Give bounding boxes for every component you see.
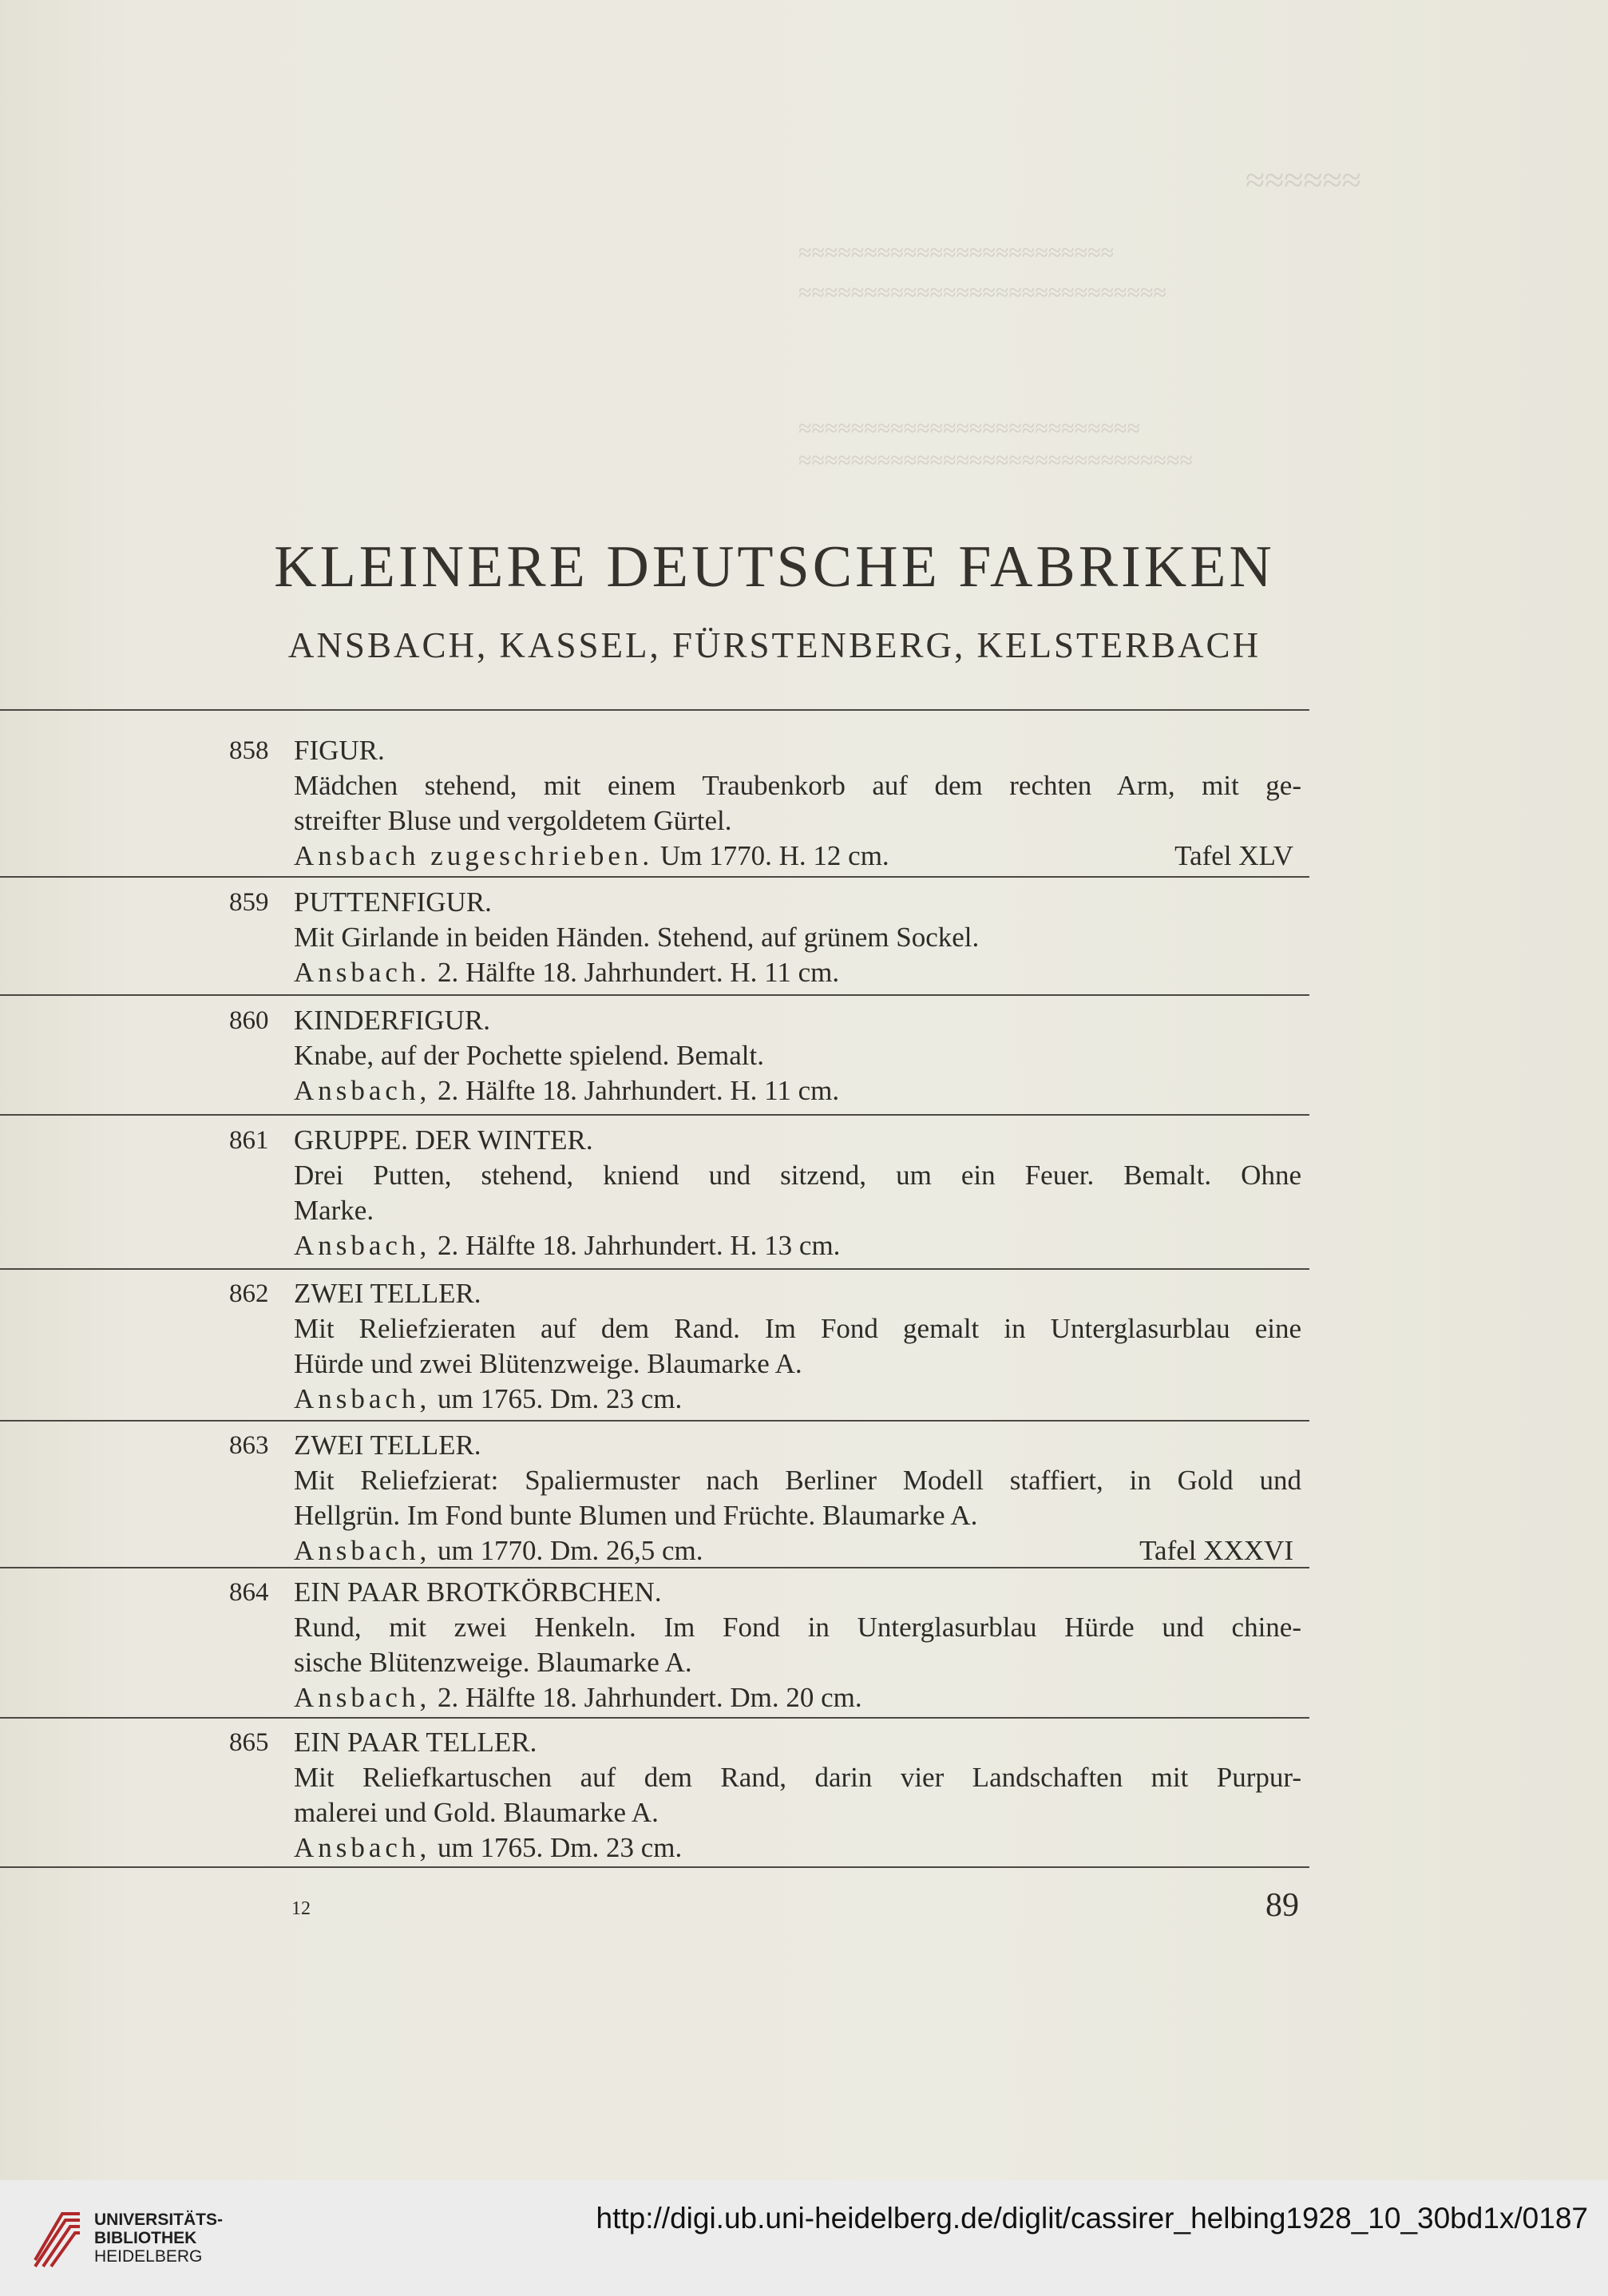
- divider: [0, 876, 1309, 878]
- entry-detail: 2. Hälfte 18. Jahrhundert. Dm. 20 cm.: [437, 1682, 862, 1713]
- entry-detail: um 1765. Dm. 23 cm.: [437, 1832, 683, 1863]
- entry-detail: um 1770. Dm. 26,5 cm.: [437, 1535, 703, 1566]
- entry-description: Mit Reliefzierat: Spaliermuster nach Berliner Modell staffiert, in Gold und: [294, 1465, 1301, 1496]
- page-number: 89: [1265, 1887, 1299, 1924]
- entry-description: Marke.: [294, 1195, 374, 1226]
- divider: [0, 1567, 1309, 1568]
- logo-line: HEIDELBERG: [94, 2247, 203, 2266]
- entry-origin: Ansbach,: [294, 1535, 431, 1566]
- entry-origin: Ansbach,: [294, 1383, 431, 1414]
- library-logo-icon: [30, 2204, 86, 2271]
- page-subtitle: ANSBACH, KASSEL, FÜRSTENBERG, KELSTERBACH: [287, 625, 1261, 665]
- entry-detail: 2. Hälfte 18. Jahrhundert. H. 11 cm.: [437, 1075, 840, 1106]
- entry-description: Drei Putten, stehend, kniend und sitzend, um ein Feuer. Bemalt. Ohne: [294, 1160, 1301, 1191]
- show-through-text: ≈≈≈≈≈≈: [1246, 161, 1361, 200]
- entry-description: Mit Reliefzieraten auf dem Rand. Im Fond gemalt in Unterglasurblau eine: [294, 1313, 1301, 1344]
- entry-title: PUTTENFIGUR.: [294, 886, 492, 918]
- entry-title: FIGUR.: [294, 735, 385, 766]
- entry-origin: Ansbach,: [294, 1230, 431, 1261]
- entry-title: EIN PAAR BROTKÖRBCHEN.: [294, 1576, 662, 1608]
- lot-number: 860: [229, 1006, 269, 1035]
- entry-origin: Ansbach,: [294, 1682, 431, 1713]
- show-through-text: ≈≈≈≈≈≈≈≈≈≈≈≈≈≈≈≈≈≈≈≈≈≈≈≈≈≈≈≈: [798, 280, 1167, 306]
- entry-title: KINDERFIGUR.: [294, 1005, 490, 1036]
- library-logo-text: [94, 2211, 223, 2266]
- entry-origin: Ansbach.: [294, 957, 431, 988]
- divider: [0, 709, 1309, 711]
- entry-detail: Um 1770. H. 12 cm.: [659, 840, 889, 871]
- entry-description: malerei und Gold. Blaumarke A.: [294, 1797, 659, 1828]
- entry-title: ZWEI TELLER.: [294, 1430, 481, 1461]
- entry-title: EIN PAAR TELLER.: [294, 1727, 537, 1758]
- plate-reference: Tafel XLV: [1174, 840, 1293, 871]
- divider: [0, 1717, 1309, 1719]
- show-through-text: ≈≈≈≈≈≈≈≈≈≈≈≈≈≈≈≈≈≈≈≈≈≈≈≈≈≈≈≈≈≈: [798, 447, 1193, 474]
- lot-number: 858: [229, 736, 269, 765]
- document-url-link[interactable]: http://digi.ub.uni-heidelberg.de/diglit/cassirer_helbing1928_10_30bd1x/0187: [596, 2202, 1588, 2235]
- plate-reference: Tafel XXXVI: [1139, 1535, 1293, 1566]
- divider: [0, 1114, 1309, 1116]
- lot-number: 862: [229, 1279, 269, 1308]
- library-footer-bar: [0, 2180, 1608, 2296]
- entry-description: Rund, mit zwei Henkeln. Im Fond in Unterglasurblau Hürde und chine-: [294, 1612, 1301, 1643]
- entry-detail: 2. Hälfte 18. Jahrhundert. H. 11 cm.: [437, 957, 840, 988]
- logo-line: UNIVERSITÄTS-: [94, 2211, 224, 2229]
- entry-origin: Ansbach,: [294, 1075, 431, 1106]
- show-through-text: ≈≈≈≈≈≈≈≈≈≈≈≈≈≈≈≈≈≈≈≈≈≈≈≈≈≈: [798, 415, 1141, 442]
- lot-number: 861: [229, 1126, 269, 1155]
- lot-number: 863: [229, 1431, 269, 1460]
- entry-detail: um 1765. Dm. 23 cm.: [437, 1383, 683, 1414]
- entry-description: streifter Bluse und vergoldetem Gürtel.: [294, 805, 732, 836]
- lot-number: 859: [229, 888, 269, 917]
- lot-number: 865: [229, 1728, 269, 1757]
- entry-origin: Ansbach,: [294, 1832, 431, 1863]
- entry-detail: 2. Hälfte 18. Jahrhundert. H. 13 cm.: [437, 1230, 841, 1261]
- logo-line: BIBLIOTHEK: [94, 2229, 197, 2247]
- entry-description: Mit Reliefkartuschen auf dem Rand, darin vier Landschaften mit Purpur-: [294, 1762, 1301, 1793]
- entry-description: Mit Girlande in beiden Händen. Stehend, auf grünem Sockel.: [294, 922, 980, 953]
- show-through-text: ≈≈≈≈≈≈≈≈≈≈≈≈≈≈≈≈≈≈≈≈≈≈≈≈: [798, 240, 1115, 266]
- entry-description: Hellgrün. Im Fond bunte Blumen und Früchte. Blaumarke A.: [294, 1500, 978, 1531]
- divider: [0, 1268, 1309, 1270]
- entry-origin: Ansbach zugeschrieben.: [294, 840, 654, 871]
- divider: [0, 1866, 1309, 1868]
- signature-mark: 12: [291, 1898, 311, 1919]
- lot-number: 864: [229, 1578, 269, 1607]
- entry-title: ZWEI TELLER.: [294, 1278, 481, 1309]
- entry-description: Hürde und zwei Blütenzweige. Blaumarke A.: [294, 1348, 802, 1379]
- entry-description: sische Blütenzweige. Blaumarke A.: [294, 1647, 692, 1678]
- divider: [0, 994, 1309, 996]
- page-title: KLEINERE DEUTSCHE FABRIKEN: [274, 534, 1275, 600]
- entry-title: GRUPPE. DER WINTER.: [294, 1124, 593, 1156]
- entry-description: Knabe, auf der Pochette spielend. Bemalt.: [294, 1040, 764, 1071]
- entry-description: Mädchen stehend, mit einem Traubenkorb auf dem rechten Arm, mit ge-: [294, 770, 1301, 801]
- divider: [0, 1420, 1309, 1422]
